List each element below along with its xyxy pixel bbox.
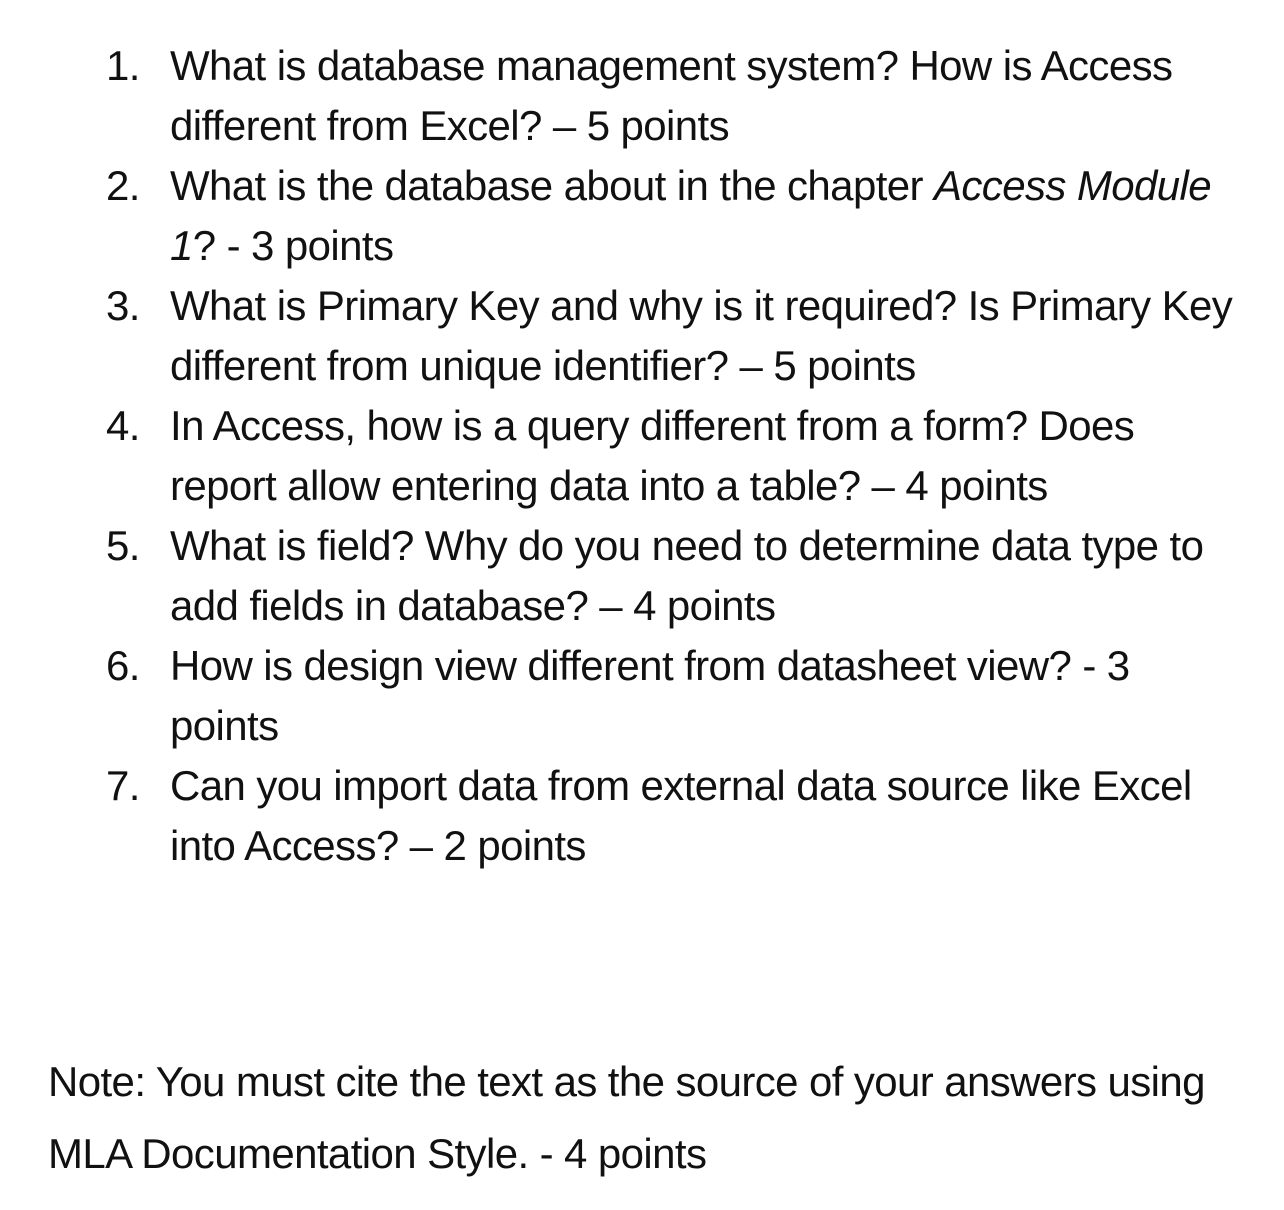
question-list xyxy=(106,36,1246,876)
question-text: What is database management system? How is Access different from Excel? – 5 points xyxy=(170,42,1173,149)
chapter-title: Access Module 1 xyxy=(170,162,1211,269)
question-text-pre: What is the database about in the chapter xyxy=(170,162,934,209)
question-item xyxy=(106,756,1246,876)
question-text: In Access, how is a query different from a form? Does report allow entering data into a table? – 4 points xyxy=(170,402,1135,509)
question-item xyxy=(106,276,1246,396)
question-text: Can you import data from external data source like Excel into Access? – 2 points xyxy=(170,762,1192,869)
question-number: 2. xyxy=(106,162,140,209)
question-text-post: ? - 3 points xyxy=(192,222,394,269)
question-number: 5. xyxy=(106,522,140,569)
question-item xyxy=(106,396,1246,516)
question-number: 7. xyxy=(106,762,140,809)
question-number: 3. xyxy=(106,282,140,329)
question-text: How is design view different from datasheet view? - 3 points xyxy=(170,642,1130,749)
question-item xyxy=(106,36,1246,156)
question-text: What is field? Why do you need to determine data type to add fields in database? – 4 points xyxy=(170,522,1204,629)
question-number: 1. xyxy=(106,42,140,89)
question-number: 6. xyxy=(106,642,140,689)
question-number: 4. xyxy=(106,402,140,449)
question-item xyxy=(106,636,1246,756)
question-item xyxy=(106,516,1246,636)
citation-note: Note: You must cite the text as the source of your answers using MLA Documentation Style. - 4 points xyxy=(48,1058,1205,1177)
question-text: What is Primary Key and why is it required? Is Primary Key different from unique identifier? – 5 points xyxy=(170,282,1233,389)
question-text xyxy=(170,162,1211,269)
question-item xyxy=(106,156,1246,276)
